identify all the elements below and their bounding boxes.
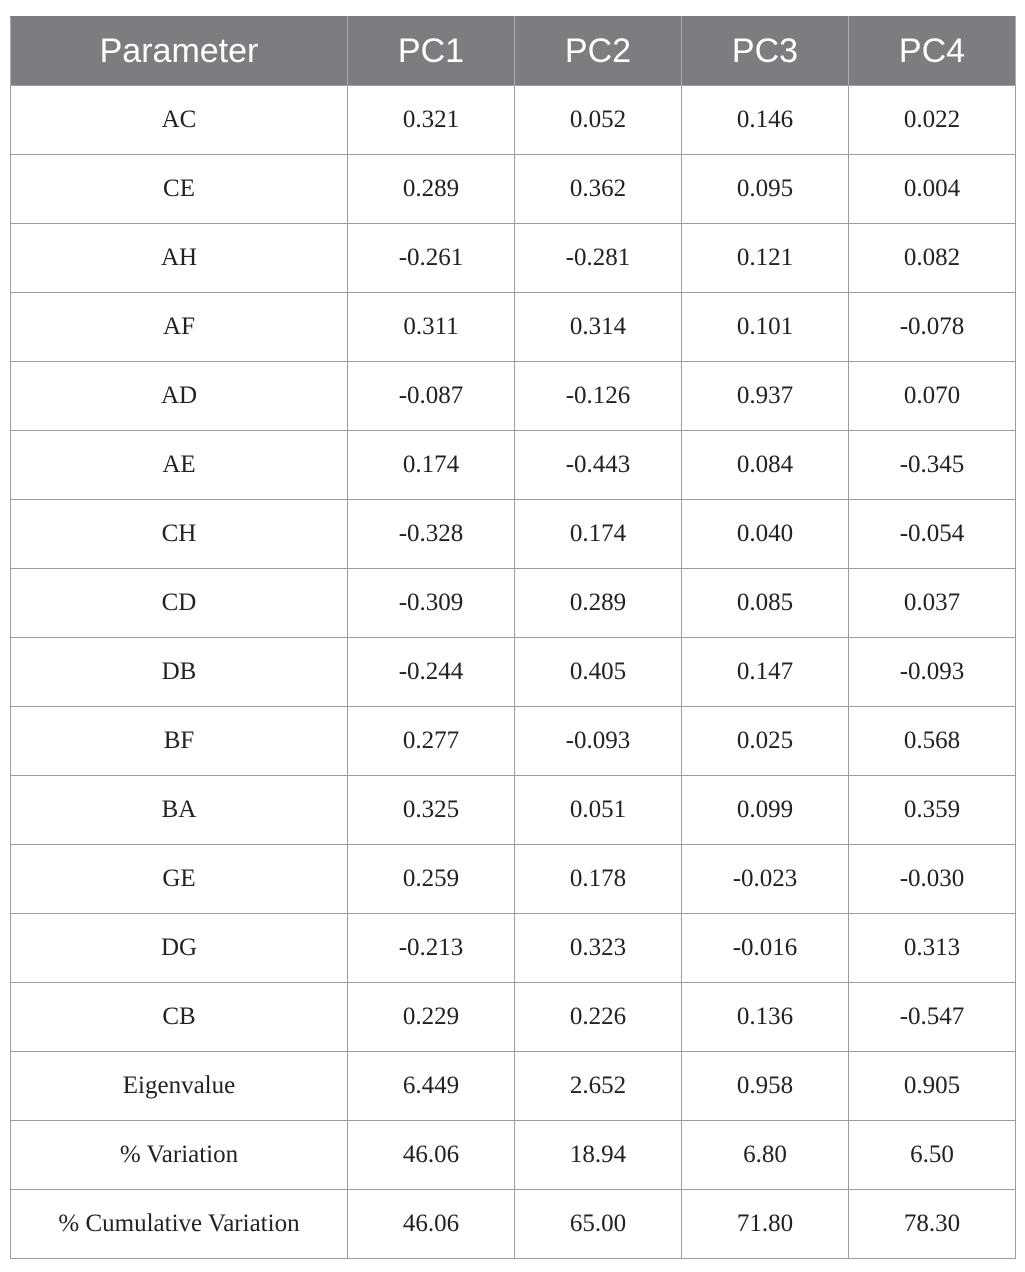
cell-pc1: 0.325	[348, 776, 515, 845]
cell-pc1: -0.309	[348, 569, 515, 638]
cell-pc4: 0.082	[849, 224, 1016, 293]
table-row	[11, 638, 1016, 707]
header-pc1: PC1	[348, 17, 515, 86]
cell-pc3: 0.085	[682, 569, 849, 638]
cell-pc2: -0.281	[515, 224, 682, 293]
cell-pc2: 0.178	[515, 845, 682, 914]
header-pc3: PC3	[682, 17, 849, 86]
table-row	[11, 293, 1016, 362]
cell-pc4: -0.345	[849, 431, 1016, 500]
cell-pc1: 46.06	[348, 1190, 515, 1259]
cell-pc3: 0.121	[682, 224, 849, 293]
cell-pc3: 0.084	[682, 431, 849, 500]
cell-pc2: -0.093	[515, 707, 682, 776]
cell-pc3: 0.958	[682, 1052, 849, 1121]
cell-pc2: -0.443	[515, 431, 682, 500]
cell-pc4: 78.30	[849, 1190, 1016, 1259]
cell-pc1: -0.213	[348, 914, 515, 983]
cell-pc2: 0.052	[515, 86, 682, 155]
table-header	[11, 17, 1016, 86]
cell-pc2: 2.652	[515, 1052, 682, 1121]
cell-pc3: 71.80	[682, 1190, 849, 1259]
cell-pc3: -0.016	[682, 914, 849, 983]
table-body	[11, 86, 1016, 1259]
cell-pc3: 0.099	[682, 776, 849, 845]
table-row	[11, 500, 1016, 569]
cell-pc2: -0.126	[515, 362, 682, 431]
cell-pc4: -0.054	[849, 500, 1016, 569]
cell-pc1: 6.449	[348, 1052, 515, 1121]
table-row	[11, 86, 1016, 155]
cell-parameter: % Cumulative Variation	[11, 1190, 348, 1259]
cell-pc4: -0.078	[849, 293, 1016, 362]
header-row	[11, 17, 1016, 86]
cell-pc1: 0.174	[348, 431, 515, 500]
cell-parameter: DB	[11, 638, 348, 707]
cell-pc3: 0.937	[682, 362, 849, 431]
cell-parameter: AD	[11, 362, 348, 431]
cell-pc4: -0.093	[849, 638, 1016, 707]
cell-pc3: 0.101	[682, 293, 849, 362]
cell-parameter: GE	[11, 845, 348, 914]
cell-pc2: 65.00	[515, 1190, 682, 1259]
cell-pc4: 0.905	[849, 1052, 1016, 1121]
cell-parameter: AE	[11, 431, 348, 500]
table-row	[11, 1052, 1016, 1121]
header-parameter: Parameter	[11, 17, 348, 86]
cell-parameter: DG	[11, 914, 348, 983]
cell-pc4: 0.359	[849, 776, 1016, 845]
cell-pc3: 0.147	[682, 638, 849, 707]
cell-pc2: 0.314	[515, 293, 682, 362]
cell-parameter: CD	[11, 569, 348, 638]
pca-loadings-table-container	[10, 16, 1015, 1259]
pca-loadings-table	[10, 16, 1016, 1259]
cell-parameter: AH	[11, 224, 348, 293]
header-pc2: PC2	[515, 17, 682, 86]
cell-pc2: 0.051	[515, 776, 682, 845]
cell-pc1: -0.261	[348, 224, 515, 293]
cell-pc1: 0.259	[348, 845, 515, 914]
table-row	[11, 1121, 1016, 1190]
table-row	[11, 707, 1016, 776]
cell-parameter: CH	[11, 500, 348, 569]
cell-pc3: 0.040	[682, 500, 849, 569]
cell-pc4: -0.030	[849, 845, 1016, 914]
cell-pc2: 0.323	[515, 914, 682, 983]
cell-pc1: 0.321	[348, 86, 515, 155]
cell-pc3: 0.095	[682, 155, 849, 224]
cell-pc4: 0.568	[849, 707, 1016, 776]
cell-parameter: % Variation	[11, 1121, 348, 1190]
cell-pc2: 0.289	[515, 569, 682, 638]
cell-pc4: -0.547	[849, 983, 1016, 1052]
table-row	[11, 1190, 1016, 1259]
table-row	[11, 983, 1016, 1052]
cell-parameter: AC	[11, 86, 348, 155]
cell-pc1: -0.328	[348, 500, 515, 569]
cell-parameter: AF	[11, 293, 348, 362]
table-row	[11, 845, 1016, 914]
cell-parameter: BA	[11, 776, 348, 845]
cell-pc3: -0.023	[682, 845, 849, 914]
cell-pc1: 0.289	[348, 155, 515, 224]
cell-pc2: 18.94	[515, 1121, 682, 1190]
cell-pc1: 0.311	[348, 293, 515, 362]
cell-pc3: 0.136	[682, 983, 849, 1052]
cell-pc1: 46.06	[348, 1121, 515, 1190]
cell-parameter: CB	[11, 983, 348, 1052]
table-row	[11, 914, 1016, 983]
cell-pc3: 0.146	[682, 86, 849, 155]
cell-pc2: 0.405	[515, 638, 682, 707]
cell-pc1: 0.229	[348, 983, 515, 1052]
cell-pc4: 0.004	[849, 155, 1016, 224]
table-row	[11, 776, 1016, 845]
cell-pc3: 0.025	[682, 707, 849, 776]
table-row	[11, 155, 1016, 224]
cell-pc1: -0.087	[348, 362, 515, 431]
cell-pc2: 0.362	[515, 155, 682, 224]
cell-pc4: 6.50	[849, 1121, 1016, 1190]
cell-parameter: BF	[11, 707, 348, 776]
cell-pc2: 0.226	[515, 983, 682, 1052]
cell-pc1: 0.277	[348, 707, 515, 776]
cell-pc4: 0.070	[849, 362, 1016, 431]
cell-pc4: 0.037	[849, 569, 1016, 638]
table-row	[11, 569, 1016, 638]
table-row	[11, 224, 1016, 293]
cell-pc2: 0.174	[515, 500, 682, 569]
cell-parameter: Eigenvalue	[11, 1052, 348, 1121]
cell-pc3: 6.80	[682, 1121, 849, 1190]
table-row	[11, 431, 1016, 500]
cell-parameter: CE	[11, 155, 348, 224]
cell-pc4: 0.313	[849, 914, 1016, 983]
cell-pc4: 0.022	[849, 86, 1016, 155]
table-row	[11, 362, 1016, 431]
cell-pc1: -0.244	[348, 638, 515, 707]
header-pc4: PC4	[849, 17, 1016, 86]
